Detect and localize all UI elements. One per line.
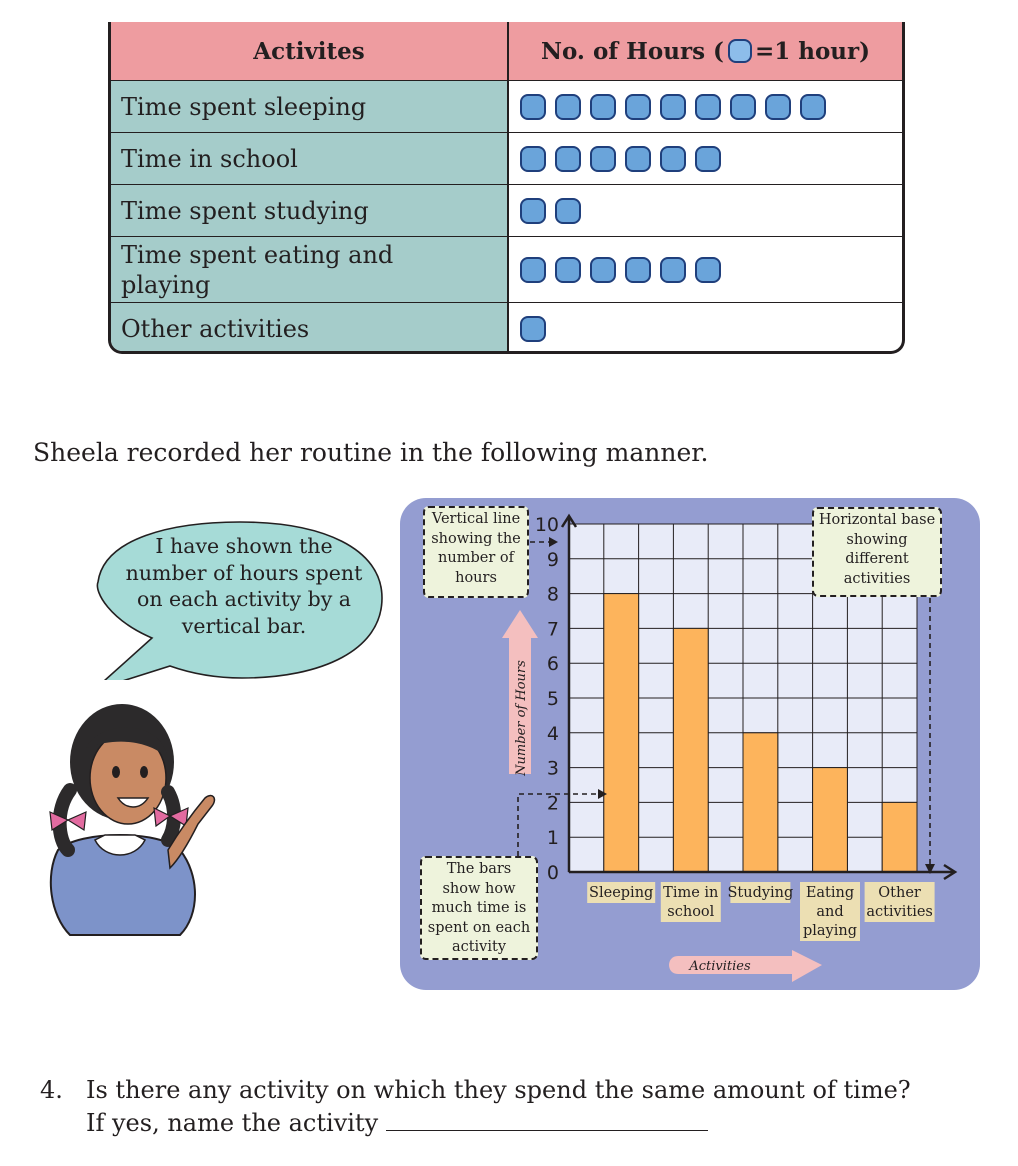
hour-pictogram-icon: [695, 146, 721, 172]
activity-name: Time spent eating and playing: [111, 237, 509, 302]
question-number: 4.: [40, 1076, 63, 1104]
bar-2: [743, 733, 778, 872]
y-tick-label: 5: [546, 688, 559, 710]
hours-pictograph: [509, 237, 902, 302]
hours-pictograph: [509, 303, 902, 354]
question-line-2: [86, 1107, 708, 1140]
category-label-line: Other: [878, 885, 921, 901]
table-row: [111, 132, 902, 184]
y-axis-label: [502, 610, 538, 777]
hour-pictogram-icon: [520, 146, 546, 172]
hour-pictogram-icon: [660, 146, 686, 172]
y-tick-label: 3: [546, 757, 559, 780]
hour-pictogram-icon: [520, 316, 546, 342]
callout-vertical-arrow-icon: [549, 537, 558, 547]
y-axis-label-text: Number of Hours: [514, 660, 529, 776]
hour-pictogram-icon: [555, 146, 581, 172]
category-label-line: Eating: [805, 885, 855, 901]
bar-4: [882, 802, 917, 872]
girl-illustration-icon: [40, 700, 220, 940]
activity-name: Time spent studying: [111, 185, 509, 236]
pictograph-table: [108, 22, 905, 354]
category-label-line: Time in: [663, 885, 719, 901]
bar-1: [673, 628, 708, 872]
hour-pictogram-icon: [800, 94, 826, 120]
hour-pictogram-icon: [625, 146, 651, 172]
y-tick-labels: [535, 514, 559, 884]
header-hours-prefix: No. of Hours (: [540, 37, 724, 65]
y-tick-label: 7: [546, 618, 559, 641]
y-tick-label: 4: [546, 722, 559, 745]
y-tick-label: 1: [546, 827, 559, 850]
table-row: [111, 80, 902, 132]
activity-name: Other activities: [111, 303, 509, 354]
x-axis-label-text: Activities: [689, 959, 751, 974]
category-label-line: Studying: [727, 885, 794, 901]
hour-pictogram-icon: [730, 94, 756, 120]
hour-pictogram-icon: [660, 257, 686, 283]
hour-pictogram-icon: [520, 198, 546, 224]
hour-pictogram-icon: [590, 257, 616, 283]
x-category-labels: [587, 882, 934, 941]
hour-pictogram-icon: [695, 257, 721, 283]
hour-pictogram-icon: [555, 257, 581, 283]
category-label-line: school: [667, 904, 715, 920]
intro-text: Sheela recorded her routine in the following manner.: [33, 438, 709, 467]
y-tick-label: 0: [546, 862, 559, 884]
category-label-line: playing: [802, 923, 858, 939]
category-label: [727, 885, 793, 901]
hour-pictogram-icon: [625, 94, 651, 120]
table-row: [111, 184, 902, 236]
header-activities: Activites: [111, 22, 509, 80]
y-tick-label: 2: [546, 792, 559, 815]
question-line-2-text: If yes, name the activity: [86, 1109, 379, 1137]
y-tick-label: 10: [534, 514, 559, 536]
category-label-line: activities: [866, 904, 933, 920]
hour-pictogram-icon: [625, 257, 651, 283]
hour-pictogram-icon: [555, 94, 581, 120]
hour-pictogram-icon: [590, 94, 616, 120]
activity-name: Time in school: [111, 133, 509, 184]
answer-blank-field[interactable]: [386, 1108, 708, 1131]
category-label: [589, 885, 653, 901]
bar-0: [604, 594, 639, 872]
table-row: [111, 236, 902, 302]
key-pictogram-icon: [728, 39, 752, 63]
hour-pictogram-icon: [590, 146, 616, 172]
header-hours-suffix: =1 hour): [754, 37, 871, 65]
hours-pictograph: [509, 81, 902, 132]
y-tick-label: 8: [546, 583, 559, 606]
note-vertical-line: Vertical line showing the number of hours: [423, 506, 529, 598]
y-tick-label: 6: [546, 653, 559, 676]
hours-pictograph: [509, 133, 902, 184]
note-horizontal-base: Horizontal base showing different activities: [812, 507, 942, 597]
hour-pictogram-icon: [520, 257, 546, 283]
header-hours: [509, 22, 902, 80]
category-label-line: and: [816, 904, 844, 920]
hour-pictogram-icon: [555, 198, 581, 224]
bar-3: [813, 768, 848, 872]
hour-pictogram-icon: [765, 94, 791, 120]
category-label-line: Sleeping: [589, 885, 654, 901]
speech-bubble-text: I have shown the number of hours spent on each activity by a vertical bar.: [125, 534, 363, 638]
note-bars: The bars show how much time is spent on each activity: [420, 856, 538, 960]
activity-name: Time spent sleeping: [111, 81, 509, 132]
hour-pictogram-icon: [520, 94, 546, 120]
x-axis-label: [669, 950, 822, 982]
hour-pictogram-icon: [695, 94, 721, 120]
y-tick-label: 9: [546, 548, 559, 571]
hour-pictogram-icon: [660, 94, 686, 120]
question-line-1: Is there any activity on which they spend the same amount of time?: [86, 1076, 911, 1104]
hours-pictograph: [509, 185, 902, 236]
table-row: [111, 302, 902, 354]
table-header-row: [111, 22, 902, 80]
